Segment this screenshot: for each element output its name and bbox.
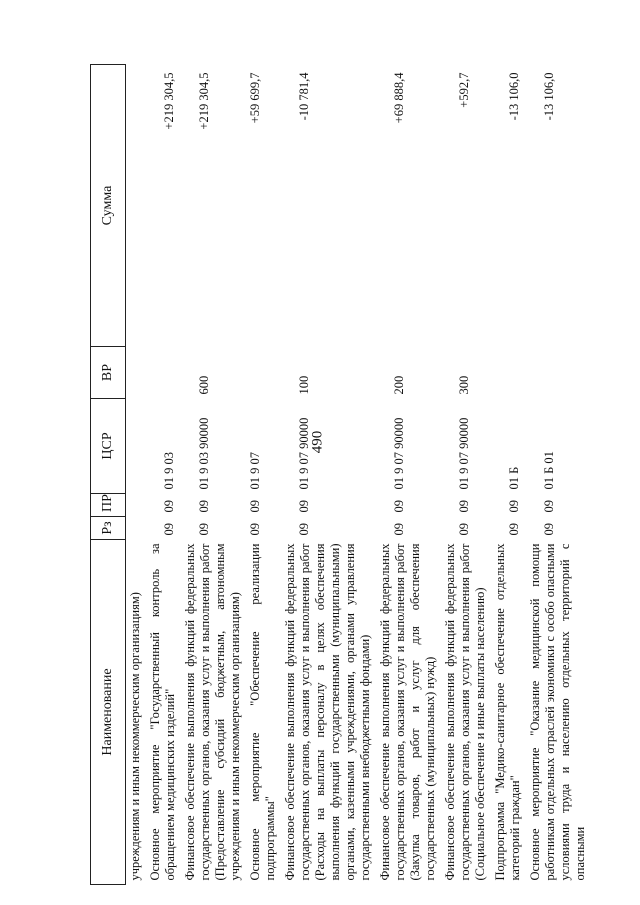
row-vr: 200 (392, 375, 406, 395)
row-pr: 09 (392, 500, 406, 513)
row-csr: 01 9 07 90000 (457, 417, 471, 490)
row-rz: 09 (297, 523, 311, 536)
rotated-table-container (90, 65, 590, 885)
row-sum: +69 888,4 (392, 72, 406, 124)
row-name: Финансовое обеспечение выполнения функций федеральных государственных органов, оказания услуг и выполнения работ (Расходы на выплаты персоналу в целях обеспечения выполнения функций государственными (муниципальными) органами, казенными учреждениями, органами управления государственными внебюджетными фондами) (283, 543, 372, 881)
table-row (126, 65, 147, 885)
row-csr: 01 9 03 (162, 452, 176, 490)
row-name: Основное мероприятие "Обеспечение реализации подпрограммы" (248, 543, 277, 881)
row-sum: +219 304,5 (162, 72, 176, 130)
row-name: Основное мероприятие "Государственный контроль за обращением медицинских изделий" (148, 543, 177, 881)
row-vr: 100 (297, 375, 311, 395)
table-row (526, 65, 591, 885)
row-rz: 09 (392, 523, 406, 536)
row-pr: 09 (197, 500, 211, 513)
row-pr: 09 (542, 500, 556, 513)
table-row (491, 65, 526, 885)
row-csr (126, 399, 147, 494)
row-sum: -10 781,4 (297, 72, 311, 121)
row-csr: 01 9 07 (248, 452, 262, 490)
row-rz (126, 517, 147, 540)
row-vr (246, 347, 281, 399)
row-pr: 09 (248, 500, 262, 513)
row-vr (146, 347, 181, 399)
row-rz: 09 (248, 523, 262, 536)
row-vr (526, 347, 591, 399)
row-sum: +59 699,7 (248, 72, 262, 124)
row-sum: +219 304,5 (197, 72, 211, 130)
row-rz: 09 (457, 523, 471, 536)
row-csr: 01 Б (507, 466, 521, 490)
row-pr: 09 (507, 500, 521, 513)
row-sum: -13 106,0 (507, 72, 521, 121)
row-sum: +592,7 (457, 72, 471, 108)
row-pr (126, 494, 147, 517)
row-vr: 600 (197, 375, 211, 395)
row-name: учреждениям и иным некоммерческим организациям) (128, 592, 142, 881)
row-csr: 01 9 07 90000 (392, 417, 406, 490)
row-name: Финансовое обеспечение выполнения функций федеральных государственных органов, оказания услуг и выполнения работ (Предоставление субсидий бюджетным, автономным учреждениям и иным некоммерческим организациям) (183, 543, 242, 881)
header-rz: Рз (91, 517, 126, 540)
row-vr (126, 347, 147, 399)
table-row (441, 65, 491, 885)
row-name: Подпрограмма "Медико-санитарное обеспечение отдельных категорий граждан" (493, 543, 522, 881)
table-row (246, 65, 281, 885)
header-vr: ВР (91, 347, 126, 399)
table-row (281, 65, 376, 885)
row-name: Основное мероприятие "Оказание медицинской помощи работникам отдельных отраслей экономики с особо опасными условиями труда и населению отдельных территорий с опасными (528, 543, 587, 881)
row-vr: 300 (457, 375, 471, 395)
table-row (376, 65, 441, 885)
table-row (181, 65, 246, 885)
row-pr: 09 (162, 500, 176, 513)
page-number: 490 (309, 430, 326, 454)
row-pr: 09 (297, 500, 311, 513)
row-csr: 01 Б 01 (542, 451, 556, 490)
row-rz: 09 (507, 523, 521, 536)
row-vr (491, 347, 526, 399)
row-name: Финансовое обеспечение выполнения функций федеральных государственных органов, оказания услуг и выполнения работ (Социальное обеспечение и иные выплаты населению) (443, 543, 487, 881)
table-header-row (91, 65, 126, 885)
row-name: Финансовое обеспечение выполнения функций федеральных государственных органов, оказания услуг и выполнения работ (Закупка товаров, работ и услуг для обеспечения государственных (муниципальных) нужд) (378, 543, 437, 881)
row-rz: 09 (197, 523, 211, 536)
row-sum: -13 106,0 (542, 72, 556, 121)
header-sum: Сумма (91, 65, 126, 347)
row-sum (126, 65, 147, 347)
header-name: Наименование (91, 540, 126, 885)
row-rz: 09 (162, 523, 176, 536)
row-csr: 01 9 03 90000 (197, 417, 211, 490)
table-row (146, 65, 181, 885)
header-csr: ЦСР (91, 399, 126, 494)
header-pr: ПР (91, 494, 126, 517)
row-pr: 09 (457, 500, 471, 513)
budget-table (90, 64, 591, 885)
row-csr: 01 9 07 90000 (297, 417, 311, 490)
row-rz: 09 (542, 523, 556, 536)
